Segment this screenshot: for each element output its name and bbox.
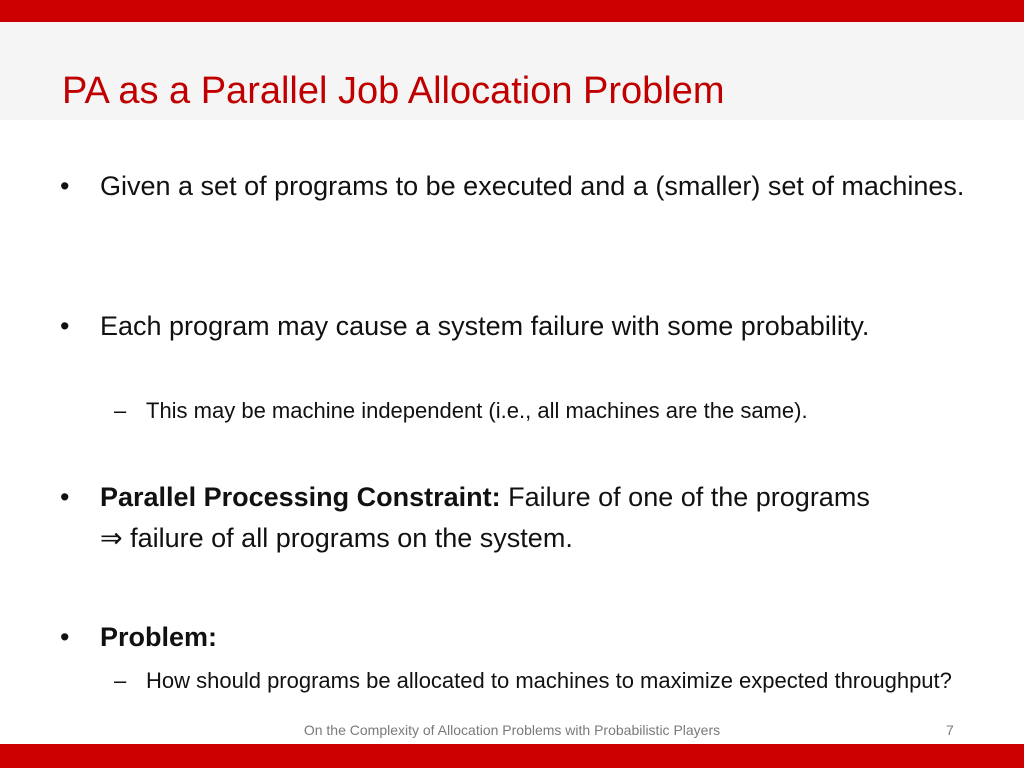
sub-bullet-item <box>114 664 976 697</box>
bullet-item <box>60 617 980 658</box>
sub-bullet-marker: – <box>114 398 127 423</box>
sub-bullet-text: How should programs be allocated to machines to maximize expected throughput? <box>146 668 952 693</box>
sub-bullet-item <box>114 394 976 427</box>
bottom-accent-bar <box>0 744 1024 768</box>
top-accent-bar <box>0 0 1024 22</box>
bullet-text: Each program may cause a system failure with some probability. <box>100 311 870 341</box>
bullet-text-continued: failure of all programs on the system. <box>122 523 573 553</box>
bullet-item <box>60 166 980 207</box>
bullet-marker: • <box>60 622 70 652</box>
bullet-marker: • <box>60 311 70 341</box>
bullet-bold-label: Parallel Processing Constraint: <box>100 482 501 512</box>
bullet-bold-label: Problem: <box>100 622 218 652</box>
slide-title: PA as a Parallel Job Allocation Problem <box>62 70 725 112</box>
bullet-marker: • <box>60 171 70 201</box>
bullet-item <box>60 306 980 347</box>
sub-bullet-marker: – <box>114 668 127 693</box>
bullet-text: Given a set of programs to be executed and a (smaller) set of machines. <box>100 171 965 201</box>
bullet-text: Failure of one of the programs <box>500 482 870 512</box>
implies-arrow-icon: ⇒ <box>100 523 123 553</box>
bullet-item <box>60 477 980 559</box>
footer-title: On the Complexity of Allocation Problems with Probabilistic Players <box>303 722 721 738</box>
bullet-marker: • <box>60 482 70 512</box>
sub-bullet-text: This may be machine independent (i.e., all machines are the same). <box>146 398 808 423</box>
page-number: 7 <box>946 722 954 738</box>
